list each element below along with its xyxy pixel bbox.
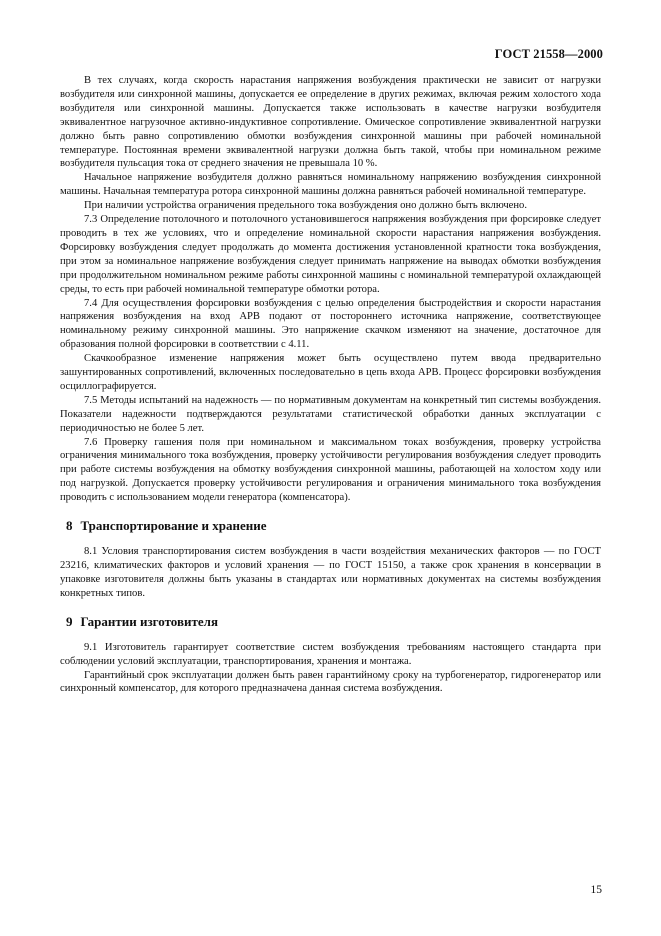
paragraph: В тех случаях, когда скорость нарастания напряжения возбуждения практически не зависит от нагрузки возбудителя или синхронной машины, допускается ее определение в других режимах, включая режим холостого хода возбудителя или синхронной машины. Допускается также использовать в качестве нагрузки возбудителя эквивалентное нагрузочное активно-индуктивное сопротивление. Омическое сопротивление эквивалентной нагрузки должно быть равно сопротивлению обмотки возбуждения синхронной машины при рабочей номинальной температуре. Постоянная времени эквивалентной нагрузки должна быть такой, чтобы при номинальном режиме возбудителя пульсация тока от среднего значения не превышала 10 %.: [60, 75, 601, 170]
paragraph: При наличии устройства ограничения предельного тока возбуждения оно должно быть включено.: [84, 200, 528, 212]
section-9-title: Гарантии изготовителя: [80, 613, 218, 629]
paragraph: Начальное напряжение возбудителя должно равняться номинальному напряжению возбуждения синхронной машины. Начальная температура ротора синхронной машины должна равняться рабочей номинальной температуре.: [60, 172, 601, 198]
paragraph-8-1: 8.1 Условия транспортирования систем возбуждения в части воздействия механических факторов — по ГОСТ 23216, климатических факторов и условий хранения — по ГОСТ 15150, а также срок хранения в консервации в упаковке изготовителя должны быть указаны в стандартах или нормативных документах на системы возбуждения конкретных типов.: [60, 546, 601, 599]
section-9-heading: [60, 614, 601, 630]
section-8-heading: [60, 518, 601, 534]
standard-code-header: ГОСТ 21558—2000: [494, 47, 603, 61]
page-number: 15: [590, 884, 602, 896]
paragraph-9-1: 9.1 Изготовитель гарантирует соответствие систем возбуждения требованиям настоящего стандарта при соблюдении условий эксплуатации, транспортирования, хранения и монтажа.: [60, 641, 601, 667]
section-8-title: Транспортирование и хранение: [80, 518, 267, 534]
section-9-number: 9: [66, 613, 73, 629]
paragraph-7-6: 7.6 Проверку гашения поля при номинальном и максимальном токах возбуждения, проверку устройства ограничения минимального тока возбуждения, проверку устойчивости регулирования возбуждения следует проводить при работе системы возбуждения на обмотку возбуждения синхронной машины, работающей на холостом ходу или под нагрузкой. Допускается проверку устойчивости регулирования и ограничения минимального тока возбуждения проводить с использованием модели генератора (компенсатора).: [60, 436, 601, 504]
paragraph: Гарантийный срок эксплуатации должен быть равен гарантийному сроку на турбогенератор, гидрогенератор или синхронный компенсатор, для которого предназначена данная система возбуждения.: [60, 669, 601, 695]
paragraph-7-3: 7.3 Определение потолочного и потолочного установившегося напряжения возбуждения при форсировке следует проводить в тех же условиях, что и определение номинальной скорости нарастания напряжения возбуждения. Форсировку возбуждения следует продолжать до момента достижения установленной кратности тока возбуждения, при этом за номинальное напряжение возбуждения следует принимать напряжение на выводах обмотки возбуждения при продолжительном номинальном режиме работы синхронной машины с номинальной температурой охлаждающей среды, то есть при рабочей номинальной температуре обмотки ротора.: [60, 214, 601, 295]
document-body: [60, 74, 601, 696]
section-8-number: 8: [66, 518, 73, 534]
paragraph-7-5: 7.5 Методы испытаний на надежность — по нормативным документам на конкретный тип системы возбуждения. Показатели надежности подтверждаются результатами статистической обработки данных эксплуатации с периодичностью не более 5 лет.: [60, 394, 601, 434]
paragraph: Скачкообразное изменение напряжения может быть осуществлено путем ввода предварительно зашунтированных сопротивлений, включенных последовательно в цепь входа АРВ. Процесс форсировки возбуждения осциллографируется.: [60, 353, 601, 392]
paragraph-7-4: 7.4 Для осуществления форсировки возбуждения с целью определения быстродействия и скорости нарастания напряжения возбуждения на вход АРВ подают от постороннего источника напряжение, соответствующее номинальному режиму синхронной машины. Это напряжение скачком изменяют на значение, достаточное для образования полной форсировки в соответствии с 4.11.: [60, 297, 601, 351]
